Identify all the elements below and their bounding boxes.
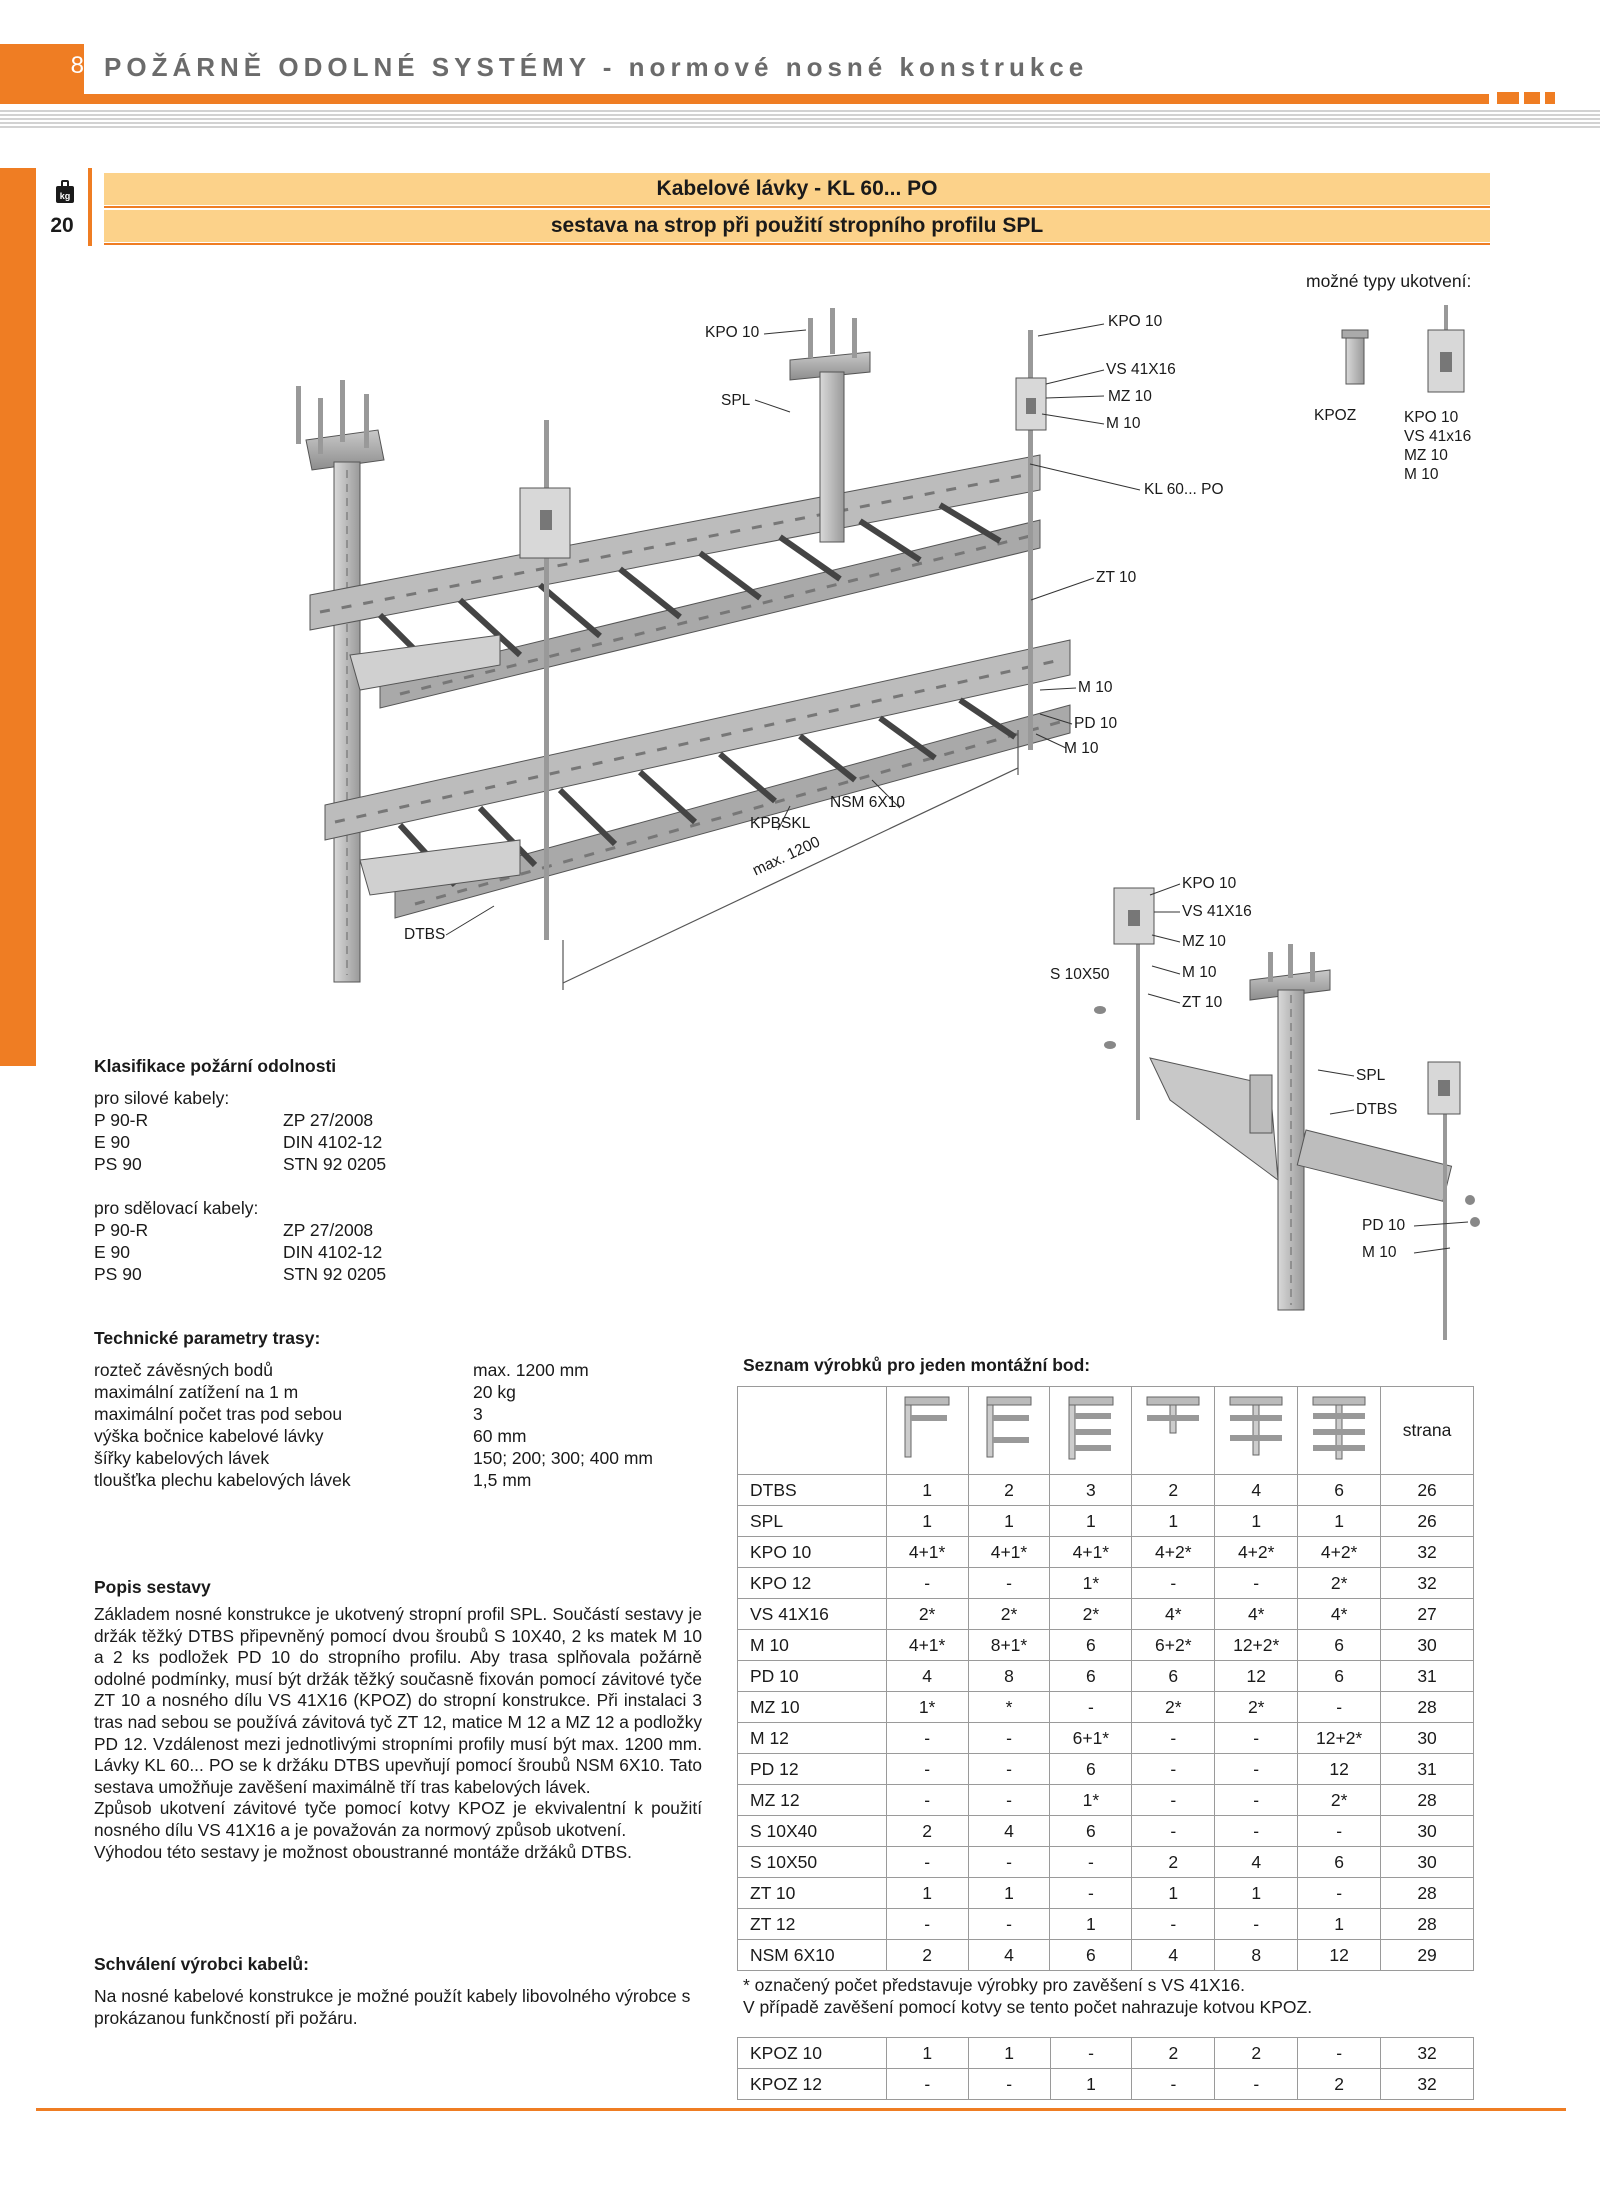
quantity-cell: 12 — [1298, 1940, 1381, 1971]
quantity-cell: 2 — [1298, 2069, 1381, 2100]
config-icon-cell — [886, 1387, 968, 1475]
product-name-cell: MZ 10 — [738, 1692, 887, 1723]
quantity-cell: - — [886, 1568, 968, 1599]
label-nsm6x10: NSM 6X10 — [830, 794, 905, 811]
section-subtitle: sestava na strop při použití stropního profilu SPL — [104, 210, 1490, 242]
table-header-row — [738, 1387, 1474, 1475]
table-row — [738, 1692, 1474, 1723]
quantity-cell: - — [1215, 1568, 1298, 1599]
product-name-cell: KPOZ 12 — [738, 2069, 887, 2100]
table-row — [738, 1630, 1474, 1661]
page-ref-cell: 29 — [1381, 1940, 1474, 1971]
product-name-cell: DTBS — [738, 1475, 887, 1506]
quantity-cell: - — [1050, 1878, 1132, 1909]
quantity-cell: 4+1* — [886, 1537, 968, 1568]
quantity-cell: 6 — [1298, 1475, 1381, 1506]
quantity-cell: - — [1298, 1816, 1381, 1847]
label-kpo10: KPO 10 — [1108, 313, 1163, 330]
fire-class-key: P 90-R — [94, 1110, 149, 1130]
table-row — [738, 1723, 1474, 1754]
quantity-cell: 4 — [1215, 1475, 1298, 1506]
product-name-cell: S 10X50 — [738, 1847, 887, 1878]
page-ref-cell: 26 — [1381, 1475, 1474, 1506]
page-ref-cell: 32 — [1381, 1568, 1474, 1599]
quantity-cell: 2 — [968, 1475, 1050, 1506]
fire-class-key: E 90 — [94, 1242, 130, 1262]
quantity-cell: - — [1132, 2069, 1215, 2100]
quantity-cell: 6 — [1050, 1754, 1132, 1785]
anchor-kpo-line: M 10 — [1404, 466, 1439, 483]
approval-heading: Schválení výrobci kabelů: — [94, 1954, 309, 1974]
quantity-cell: 4 — [968, 1816, 1050, 1847]
quantity-cell: * — [968, 1692, 1050, 1723]
label-spl: SPL — [721, 392, 751, 409]
label-zt10: ZT 10 — [1096, 569, 1137, 586]
fire-class-heading: Klasifikace požární odolnosti — [94, 1056, 337, 1076]
quantity-cell: - — [886, 1909, 968, 1940]
quantity-cell: 6 — [1298, 1847, 1381, 1878]
quantity-cell: 1 — [1132, 1878, 1215, 1909]
label-vs41x16: VS 41X16 — [1106, 361, 1176, 378]
quantity-cell: 4+2* — [1132, 1537, 1215, 1568]
table-row — [738, 1506, 1474, 1537]
quantity-cell: 8 — [968, 1661, 1050, 1692]
quantity-cell: 2 — [1215, 2038, 1298, 2069]
quantity-cell: - — [1132, 1785, 1215, 1816]
quantity-cell: 6+2* — [1132, 1630, 1215, 1661]
product-name-cell: PD 12 — [738, 1754, 887, 1785]
product-name-cell: M 12 — [738, 1723, 887, 1754]
tech-key: šířky kabelových lávek — [94, 1448, 270, 1468]
table-row — [738, 1878, 1474, 1909]
product-list-heading: Seznam výrobků pro jeden montážní bod: — [743, 1355, 1091, 1375]
page-ref-cell: 28 — [1381, 1785, 1474, 1816]
fire-class-value: DIN 4102-12 — [283, 1132, 383, 1152]
product-name-cell: ZT 10 — [738, 1878, 887, 1909]
quantity-cell: 1 — [1050, 1506, 1132, 1537]
quantity-cell: 6 — [1298, 1661, 1381, 1692]
quantity-cell: 1 — [1215, 1878, 1298, 1909]
label-dtbs: DTBS — [1356, 1101, 1398, 1118]
page-header-title: POŽÁRNĚ ODOLNÉ SYSTÉMY - normové nosné konstrukce — [104, 52, 1089, 82]
quantity-cell: 4+1* — [1050, 1537, 1132, 1568]
quantity-cell: 2 — [886, 1940, 968, 1971]
double-double-sided-bracket-icon — [1224, 1393, 1288, 1463]
fire-class-value: STN 92 0205 — [283, 1154, 387, 1174]
quantity-cell: 3 — [1050, 1475, 1132, 1506]
quantity-cell: - — [968, 1847, 1050, 1878]
table-row — [738, 1909, 1474, 1940]
tech-value: 60 mm — [473, 1426, 527, 1446]
anchor-kpo-line: MZ 10 — [1404, 447, 1448, 464]
quantity-cell: 1 — [968, 2038, 1050, 2069]
quantity-cell: 12 — [1298, 1754, 1381, 1785]
product-name-cell: S 10X40 — [738, 1816, 887, 1847]
quantity-cell: 2* — [1298, 1568, 1381, 1599]
single-double-sided-bracket-icon — [1141, 1393, 1205, 1463]
table-row — [738, 1599, 1474, 1630]
quantity-cell: 6+1* — [1050, 1723, 1132, 1754]
label-kpo10: KPO 10 — [1182, 875, 1237, 892]
quantity-cell: - — [1050, 1692, 1132, 1723]
table-row — [738, 1568, 1474, 1599]
quantity-cell: - — [1298, 1692, 1381, 1723]
page-ref-cell: 30 — [1381, 1630, 1474, 1661]
quantity-cell: 4* — [1298, 1599, 1381, 1630]
quantity-cell: - — [1215, 1816, 1298, 1847]
quantity-cell: 12+2* — [1298, 1723, 1381, 1754]
product-name-cell: NSM 6X10 — [738, 1940, 887, 1971]
quantity-cell: 1* — [1050, 1568, 1132, 1599]
quantity-cell: - — [1215, 1754, 1298, 1785]
quantity-cell: 1 — [886, 2038, 968, 2069]
fire-class-key: PS 90 — [94, 1264, 142, 1284]
quantity-cell: 4+2* — [1215, 1537, 1298, 1568]
product-name-cell: KPO 10 — [738, 1537, 887, 1568]
quantity-cell: 1 — [1050, 2069, 1132, 2100]
page-header-cell: strana — [1381, 1387, 1474, 1475]
page-ref-cell: 26 — [1381, 1506, 1474, 1537]
quantity-cell: 1 — [886, 1506, 968, 1537]
quantity-cell: 4 — [1132, 1940, 1215, 1971]
quantity-cell: - — [886, 1847, 968, 1878]
quantity-cell: 4+1* — [886, 1630, 968, 1661]
quantity-cell: 6 — [1050, 1816, 1132, 1847]
config-icon-cell — [1050, 1387, 1132, 1475]
label-zt10: ZT 10 — [1182, 994, 1223, 1011]
table-row — [738, 1816, 1474, 1847]
page-ref-cell: 30 — [1381, 1847, 1474, 1878]
detail-view — [1094, 888, 1480, 1340]
page-ref-cell: 32 — [1381, 2038, 1474, 2069]
quantity-cell: - — [968, 1785, 1050, 1816]
product-name-cell: PD 10 — [738, 1661, 887, 1692]
page-ref-cell: 32 — [1381, 2069, 1474, 2100]
label-max1200: max. 1200 — [750, 833, 823, 880]
quantity-cell: 2 — [1132, 2038, 1215, 2069]
quantity-cell: 8+1* — [968, 1630, 1050, 1661]
quantity-cell: 12 — [1215, 1661, 1298, 1692]
quantity-cell: 1 — [1298, 1909, 1381, 1940]
quantity-cell: 1 — [1050, 1909, 1132, 1940]
tech-value: 20 kg — [473, 1382, 516, 1402]
fire-class-value: ZP 27/2008 — [283, 1110, 374, 1130]
product-name-cell: KPO 12 — [738, 1568, 887, 1599]
double-bracket-icon — [981, 1393, 1037, 1463]
label-vs41x16: VS 41X16 — [1182, 903, 1252, 920]
label-kl60po: KL 60... PO — [1144, 481, 1224, 498]
quantity-cell: 4+1* — [968, 1537, 1050, 1568]
table-row — [738, 2069, 1474, 2100]
tech-key: maximální počet tras pod sebou — [94, 1404, 343, 1424]
description-text — [94, 1604, 702, 1863]
page-ref-cell: 27 — [1381, 1599, 1474, 1630]
quantity-cell: 2* — [1298, 1785, 1381, 1816]
label-m10: M 10 — [1182, 964, 1217, 981]
quantity-cell: - — [968, 1568, 1050, 1599]
quantity-cell: - — [1215, 1723, 1298, 1754]
tech-key: rozteč závěsných bodů — [94, 1360, 273, 1380]
quantity-cell: - — [1132, 1754, 1215, 1785]
page-ref-cell: 31 — [1381, 1661, 1474, 1692]
label-mz10: MZ 10 — [1108, 388, 1152, 405]
quantity-cell: 4* — [1132, 1599, 1215, 1630]
table-row — [738, 1785, 1474, 1816]
fire-class-comm-heading: pro sdělovací kabely: — [94, 1198, 259, 1218]
product-table-body — [738, 1475, 1474, 1971]
page-ref-cell: 28 — [1381, 1692, 1474, 1723]
fire-class-key: P 90-R — [94, 1220, 149, 1240]
load-value: 20 — [50, 214, 74, 237]
triple-double-sided-bracket-icon — [1307, 1393, 1371, 1463]
page-ref-cell: 32 — [1381, 1537, 1474, 1568]
table-row — [738, 1475, 1474, 1506]
header-empty-cell — [738, 1387, 887, 1475]
fire-class-value: DIN 4102-12 — [283, 1242, 383, 1262]
quantity-cell: - — [886, 1723, 968, 1754]
label-m10: M 10 — [1106, 415, 1141, 432]
tech-value: max. 1200 mm — [473, 1360, 589, 1380]
anchor-kpo-line: VS 41x16 — [1404, 428, 1472, 445]
label-m10: M 10 — [1078, 679, 1113, 696]
anchor-kpoz-icon — [1342, 330, 1368, 384]
tech-key: výška bočnice kabelové lávky — [94, 1426, 324, 1446]
product-name-cell: KPOZ 10 — [738, 2038, 887, 2069]
product-name-cell: M 10 — [738, 1630, 887, 1661]
quantity-cell: - — [1050, 2038, 1132, 2069]
tech-key: tloušťka plechu kabelových lávek — [94, 1470, 351, 1490]
quantity-cell: - — [1132, 1816, 1215, 1847]
quantity-cell: - — [1050, 1847, 1132, 1878]
quantity-cell: - — [1132, 1723, 1215, 1754]
quantity-cell: 1 — [886, 1475, 968, 1506]
product-name-cell: VS 41X16 — [738, 1599, 887, 1630]
config-icon-cell — [968, 1387, 1050, 1475]
quantity-cell: 4 — [1215, 1847, 1298, 1878]
anchor-kpo-label — [1404, 408, 1471, 484]
quantity-cell: - — [968, 1723, 1050, 1754]
label-spl: SPL — [1356, 1067, 1386, 1084]
quantity-cell: 8 — [1215, 1940, 1298, 1971]
quantity-cell: - — [968, 1754, 1050, 1785]
label-m10: M 10 — [1362, 1244, 1397, 1261]
table-row — [738, 1940, 1474, 1971]
quantity-cell: - — [1215, 1785, 1298, 1816]
table-note: V případě zavěšení pomocí kotvy se tento počet nahrazuje kotvou KPOZ. — [743, 1997, 1313, 2017]
quantity-cell: 1 — [886, 1878, 968, 1909]
quantity-cell: 1* — [886, 1692, 968, 1723]
label-kpbskl: KPBSKL — [750, 815, 811, 832]
quantity-cell: - — [886, 1785, 968, 1816]
description-paragraph: Základem nosné konstrukce je ukotvený stropní profil SPL. Součástí sestavy je držák těžký DTBS připevněný pomocí dvou šroubů S 10X40, 2 ks matek M 10 a 2 ks podložek PD 10 do stropního profilu. Aby trasa splňovala požárně odolné podmínky, musí být držák těžký současně fixován pomocí závitové tyče ZT 10 a nosného dílu VS 41X16 (KPOZ) do stropní konstrukce. Při instalaci 3 tras nad sebou se používá závitová tyč ZT 12, matice M 12 a MZ 12 a podložky PD 12. Vzdálenost mezi jednotlivými stropními profily musí být max. 1200 mm. Lávky KL 60... PO se k držáku DTBS upevňují pomocí šroubů NSM 6X10. Tato sestava umožňuje zavěšení maximálně tří tras kabelových lávek. — [94, 1604, 702, 1797]
page-number: 8 — [70, 52, 84, 79]
table-note: * označený počet představuje výrobky pro zavěšení s VS 41X16. — [743, 1975, 1245, 1995]
quantity-cell: - — [1132, 1909, 1215, 1940]
quantity-cell: 4 — [968, 1940, 1050, 1971]
config-icon-cell — [1298, 1387, 1381, 1475]
label-kpo10: KPO 10 — [705, 324, 760, 341]
quantity-cell: 4* — [1215, 1599, 1298, 1630]
quantity-cell: 2 — [1132, 1475, 1215, 1506]
tech-value: 1,5 mm — [473, 1470, 532, 1490]
quantity-cell: - — [1215, 1909, 1298, 1940]
approval-text: Na nosné kabelové konstrukce je možné použít kabely libovolného výrobce s prokázanou funkčností při požáru. — [94, 1986, 691, 2028]
quantity-cell: - — [1298, 2038, 1381, 2069]
quantity-cell: 6 — [1050, 1940, 1132, 1971]
page-ref-cell: 30 — [1381, 1723, 1474, 1754]
quantity-cell: 2* — [1132, 1692, 1215, 1723]
quantity-cell: - — [968, 1909, 1050, 1940]
fire-class-value: STN 92 0205 — [283, 1264, 387, 1284]
quantity-cell: 2* — [886, 1599, 968, 1630]
config-icon-cell — [1215, 1387, 1298, 1475]
product-name-cell: MZ 12 — [738, 1785, 887, 1816]
table-row — [738, 1537, 1474, 1568]
quantity-cell: - — [886, 1754, 968, 1785]
label-dtbs: DTBS — [404, 926, 446, 943]
table-row — [738, 1847, 1474, 1878]
label-pd10: PD 10 — [1074, 715, 1118, 732]
description-paragraph: Výhodou této sestavy je možnost oboustranné montáže držáků DTBS. — [94, 1841, 632, 1862]
quantity-cell: 2 — [886, 1816, 968, 1847]
quantity-cell: 1 — [1132, 1506, 1215, 1537]
fire-class-power-heading: pro silové kabely: — [94, 1088, 230, 1108]
table-row — [738, 2038, 1474, 2069]
anchor-kpo-vs-icon — [1428, 305, 1464, 392]
page-ref-cell: 28 — [1381, 1909, 1474, 1940]
anchor-kpo-line: KPO 10 — [1404, 409, 1459, 426]
quantity-cell: - — [1132, 1568, 1215, 1599]
table-row — [738, 1754, 1474, 1785]
quantity-cell: - — [1215, 2069, 1298, 2100]
anchor-kpoz-label: KPOZ — [1314, 407, 1357, 424]
config-icon-cell — [1132, 1387, 1215, 1475]
page-ref-cell: 30 — [1381, 1816, 1474, 1847]
quantity-cell: 2* — [1050, 1599, 1132, 1630]
leader-lines — [446, 324, 1468, 1253]
quantity-cell: 2 — [1132, 1847, 1215, 1878]
quantity-cell: - — [1298, 1878, 1381, 1909]
quantity-cell: 1 — [1215, 1506, 1298, 1537]
quantity-cell: 6 — [1050, 1661, 1132, 1692]
table-row — [738, 1661, 1474, 1692]
kpoz-table-body — [738, 2038, 1474, 2100]
quantity-cell: 1 — [968, 1506, 1050, 1537]
label-m10: M 10 — [1064, 740, 1099, 757]
page-ref-cell: 28 — [1381, 1878, 1474, 1909]
label-mz10: MZ 10 — [1182, 933, 1226, 950]
quantity-cell: - — [886, 2069, 968, 2100]
single-bracket-icon — [899, 1393, 955, 1463]
footer-rule — [36, 2108, 1566, 2111]
section-title: Kabelové lávky - KL 60... PO — [104, 173, 1490, 205]
quantity-cell: 1 — [968, 1878, 1050, 1909]
kpoz-table — [737, 2037, 1474, 2100]
anchor-types-label: možné typy ukotvení: — [1306, 271, 1472, 291]
label-s10x50: S 10X50 — [1050, 966, 1110, 983]
quantity-cell: 4 — [886, 1661, 968, 1692]
description-paragraph: Způsob ukotvení závitové tyče pomocí kotvy KPOZ je ekvivalentní k použití nosného dílu VS 41X16 a je považován za normový způsob ukotvení. — [94, 1798, 702, 1840]
kg-icon-text: kg — [59, 191, 71, 201]
fire-class-key: E 90 — [94, 1132, 130, 1152]
page-ref-cell: 31 — [1381, 1754, 1474, 1785]
fire-class-key: PS 90 — [94, 1154, 142, 1174]
quantity-cell: 4+2* — [1298, 1537, 1381, 1568]
quantity-cell: 6 — [1050, 1630, 1132, 1661]
quantity-cell: 2* — [1215, 1692, 1298, 1723]
quantity-cell: 6 — [1298, 1630, 1381, 1661]
tech-value: 150; 200; 300; 400 mm — [473, 1448, 653, 1468]
product-table — [737, 1386, 1474, 1971]
triple-bracket-icon — [1063, 1393, 1119, 1463]
product-name-cell: ZT 12 — [738, 1909, 887, 1940]
quantity-cell: 12+2* — [1215, 1630, 1298, 1661]
product-name-cell: SPL — [738, 1506, 887, 1537]
quantity-cell: 6 — [1132, 1661, 1215, 1692]
label-pd10: PD 10 — [1362, 1217, 1406, 1234]
description-heading: Popis sestavy — [94, 1577, 211, 1597]
quantity-cell: 2* — [968, 1599, 1050, 1630]
tech-heading: Technické parametry trasy: — [94, 1328, 321, 1348]
quantity-cell: 1* — [1050, 1785, 1132, 1816]
quantity-cell: - — [968, 2069, 1050, 2100]
tech-value: 3 — [473, 1404, 483, 1424]
fire-class-value: ZP 27/2008 — [283, 1220, 374, 1240]
quantity-cell: 1 — [1298, 1506, 1381, 1537]
tech-key: maximální zatížení na 1 m — [94, 1382, 299, 1402]
